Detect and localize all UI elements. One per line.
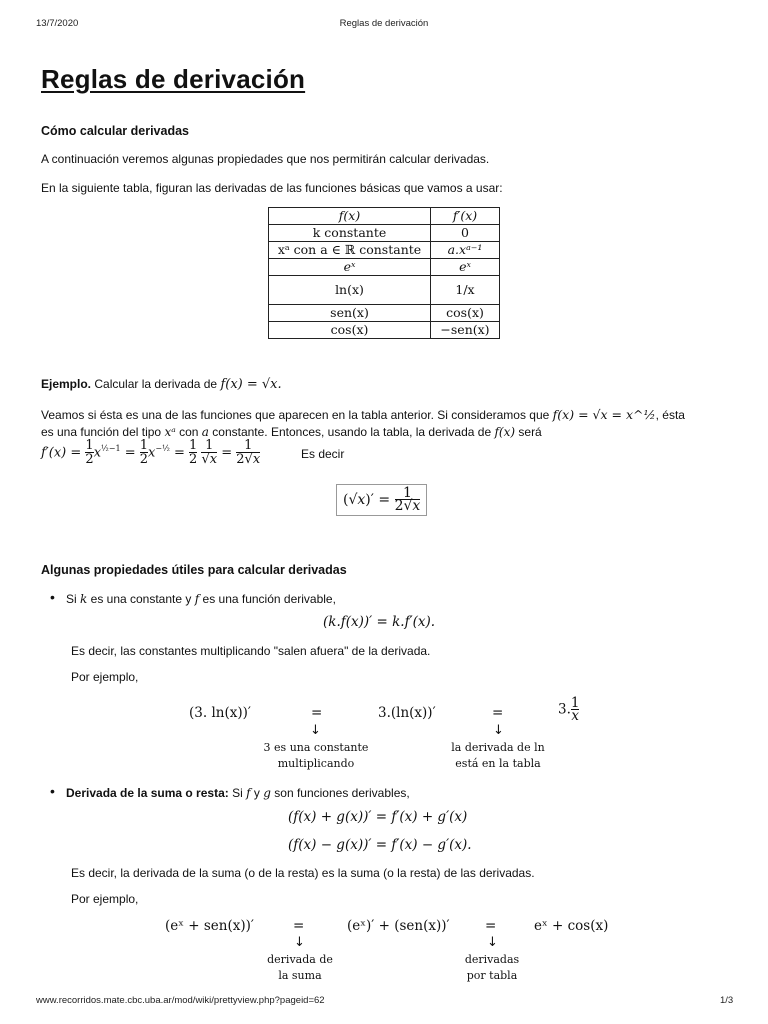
table-header-cell: f(x) xyxy=(269,208,431,225)
ex2-lhs: (eˣ + sen(x))′ xyxy=(165,918,254,934)
bullet2-si: Si xyxy=(232,786,243,800)
table-row xyxy=(269,225,500,242)
rule-difference: (f(x) − g(x))′ = f′(x) − g′(x). xyxy=(288,837,472,853)
ex1-note-2 xyxy=(438,740,558,772)
paragraph-tabla: En la siguiente tabla, figuran las derivadas de las funciones básicas que vamos a usar: xyxy=(41,181,503,195)
example-p2-a: a xyxy=(201,425,209,439)
table-cell: k constante xyxy=(269,225,431,242)
table-row xyxy=(269,322,500,339)
bullet1-f: f xyxy=(194,592,200,606)
table-row xyxy=(269,276,500,305)
footer-url[interactable]: www.recorridos.mate.cbc.uba.ar/mod/wiki/prettyview.php?pageid=62 xyxy=(36,995,325,1006)
bullet2-g: g xyxy=(263,786,271,800)
bullet1-k: k xyxy=(80,592,88,606)
ex2-note-1b: la suma xyxy=(278,969,322,982)
table-cell: cos(x) xyxy=(269,322,431,339)
bullet1-si: Si xyxy=(66,592,77,606)
bullet-dot: • xyxy=(50,783,55,799)
ex1-note-2b: está en la tabla xyxy=(455,757,541,770)
example-line xyxy=(41,377,282,392)
ex2-note-2b: por tabla xyxy=(466,969,518,982)
example-p2-f: f(x) xyxy=(494,425,516,439)
print-date: 13/7/2020 xyxy=(36,18,79,29)
table-row xyxy=(269,242,500,259)
ex2-eq1: = xyxy=(293,918,305,934)
table-cell: eˣ xyxy=(269,259,431,276)
table-cell: a.xᵃ⁻¹ xyxy=(431,242,500,259)
down-arrow-icon: ↓ xyxy=(294,935,305,950)
example-function: f(x) = √x. xyxy=(220,377,282,392)
derivation-chain: f′(x) = $\frac{1}{2}$ $x^{\frac{1}{2}-1}$ = $\frac{1}{2}$ $x^{-\frac{1}{2}}$ = $\frac{1}{2}$ $\frac{1}{√x}$ = $\frac{1}{2√x}$ xyxy=(41,438,261,467)
rule-sum: (f(x) + g(x))′ = f′(x) + g′(x) xyxy=(288,809,468,825)
es-decir-label: Es decir xyxy=(301,447,345,461)
ex1-note-1a: 3 es una constante xyxy=(263,741,369,754)
ex1-rhs-text: 3. xyxy=(558,701,571,718)
example-p2-con: con xyxy=(179,425,199,439)
ex1-lhs: (3. ln(x))′ xyxy=(189,705,251,721)
down-arrow-icon: ↓ xyxy=(493,723,504,738)
footer-page-number: 1/3 xyxy=(720,995,734,1006)
section-heading-calcular: Cómo calcular derivadas xyxy=(41,124,189,138)
example-p2-text2: constante. Entonces, usando la tabla, la derivada de xyxy=(212,425,492,439)
example-p2-text: es una función del tipo xyxy=(41,425,162,439)
example-p1-text: Veamos si ésta es una de las funciones que aparecen en la tabla anterior. Si consideramos que xyxy=(41,408,550,422)
ex1-note-2a: la derivada de ln xyxy=(451,741,545,754)
ejemplo-label-2: Por ejemplo, xyxy=(71,892,139,906)
sum-note: Es decir, la derivada de la suma (o de la resta) es la suma (o la resta) de las derivadas. xyxy=(71,866,535,880)
ex2-note-1 xyxy=(250,952,350,984)
ex2-mid: (eˣ)′ + (sen(x))′ xyxy=(347,918,450,934)
ex1-eq1: = xyxy=(311,705,323,721)
down-arrow-icon: ↓ xyxy=(310,723,321,738)
table-cell: sen(x) xyxy=(269,305,431,322)
ex1-eq2: = xyxy=(492,705,504,721)
ex1-rhs: 3. $\frac{1}{x}$ xyxy=(558,695,580,724)
example-text: Calcular la derivada de xyxy=(94,377,218,391)
bullet1-text2: es una función derivable, xyxy=(202,592,336,606)
example-p1-formula: f(x) = √x = x^½ xyxy=(552,407,656,422)
bullet-dot: • xyxy=(50,589,55,605)
table-header-row xyxy=(269,208,500,225)
table-cell: xᵃ con a ∈ ℝ constante xyxy=(269,242,431,259)
boxed-result: (√x)′ = $\frac{1}{2√x}$ xyxy=(336,484,427,516)
table-row xyxy=(269,305,500,322)
table-cell: −sen(x) xyxy=(431,322,500,339)
print-title: Reglas de derivación xyxy=(339,18,429,29)
bullet2-bold: Derivada de la suma o resta: xyxy=(66,786,229,800)
table-cell: eˣ xyxy=(431,259,500,276)
section-heading-propiedades: Algunas propiedades útiles para calcular derivadas xyxy=(41,563,347,577)
ex2-note-2a: derivadas xyxy=(464,953,520,966)
ex1-note-1b: multiplicando xyxy=(277,757,355,770)
ex2-eq2: = xyxy=(485,918,497,934)
page-title: Reglas de derivación xyxy=(41,64,306,94)
ex1-note-1 xyxy=(256,740,376,772)
ejemplo-label-1: Por ejemplo, xyxy=(71,670,139,684)
ex2-note-1a: derivada de xyxy=(267,953,333,966)
table-header-cell: f′(x) xyxy=(431,208,500,225)
table-cell: 1/x xyxy=(431,276,500,305)
ex1-mid: 3.(ln(x))′ xyxy=(378,705,436,721)
example-p1-tail: , ésta xyxy=(655,408,685,422)
table-row xyxy=(269,259,500,276)
ex2-note-2 xyxy=(442,952,542,984)
ex2-rhs: eˣ + cos(x) xyxy=(534,918,609,934)
bullet2-text: son funciones derivables, xyxy=(274,786,410,800)
example-paragraph-1 xyxy=(41,408,731,422)
table-cell: ln(x) xyxy=(269,276,431,305)
table-cell: cos(x) xyxy=(431,305,500,322)
bullet2-f: f xyxy=(246,786,251,800)
example-p2-power: xᵃ xyxy=(164,425,176,439)
bullet-suma xyxy=(66,786,410,800)
bullet1-text: es una constante y xyxy=(90,592,192,606)
constant-note: Es decir, las constantes multiplicando "salen afuera" de la derivada. xyxy=(71,644,431,658)
example-label: Ejemplo. xyxy=(41,377,92,391)
paragraph-intro: A continuación veremos algunas propiedades que nos permitirán calcular derivadas. xyxy=(41,152,490,166)
derivatives-table xyxy=(268,207,500,339)
example-p2-sera: será xyxy=(518,425,542,439)
down-arrow-icon: ↓ xyxy=(487,935,498,950)
table-cell: 0 xyxy=(431,225,500,242)
rule-constant: (k.f(x))′ = k.f′(x). xyxy=(323,614,436,630)
bullet-constante xyxy=(66,592,336,606)
bullet2-y: y xyxy=(253,786,260,800)
example-paragraph-2 xyxy=(41,425,731,439)
